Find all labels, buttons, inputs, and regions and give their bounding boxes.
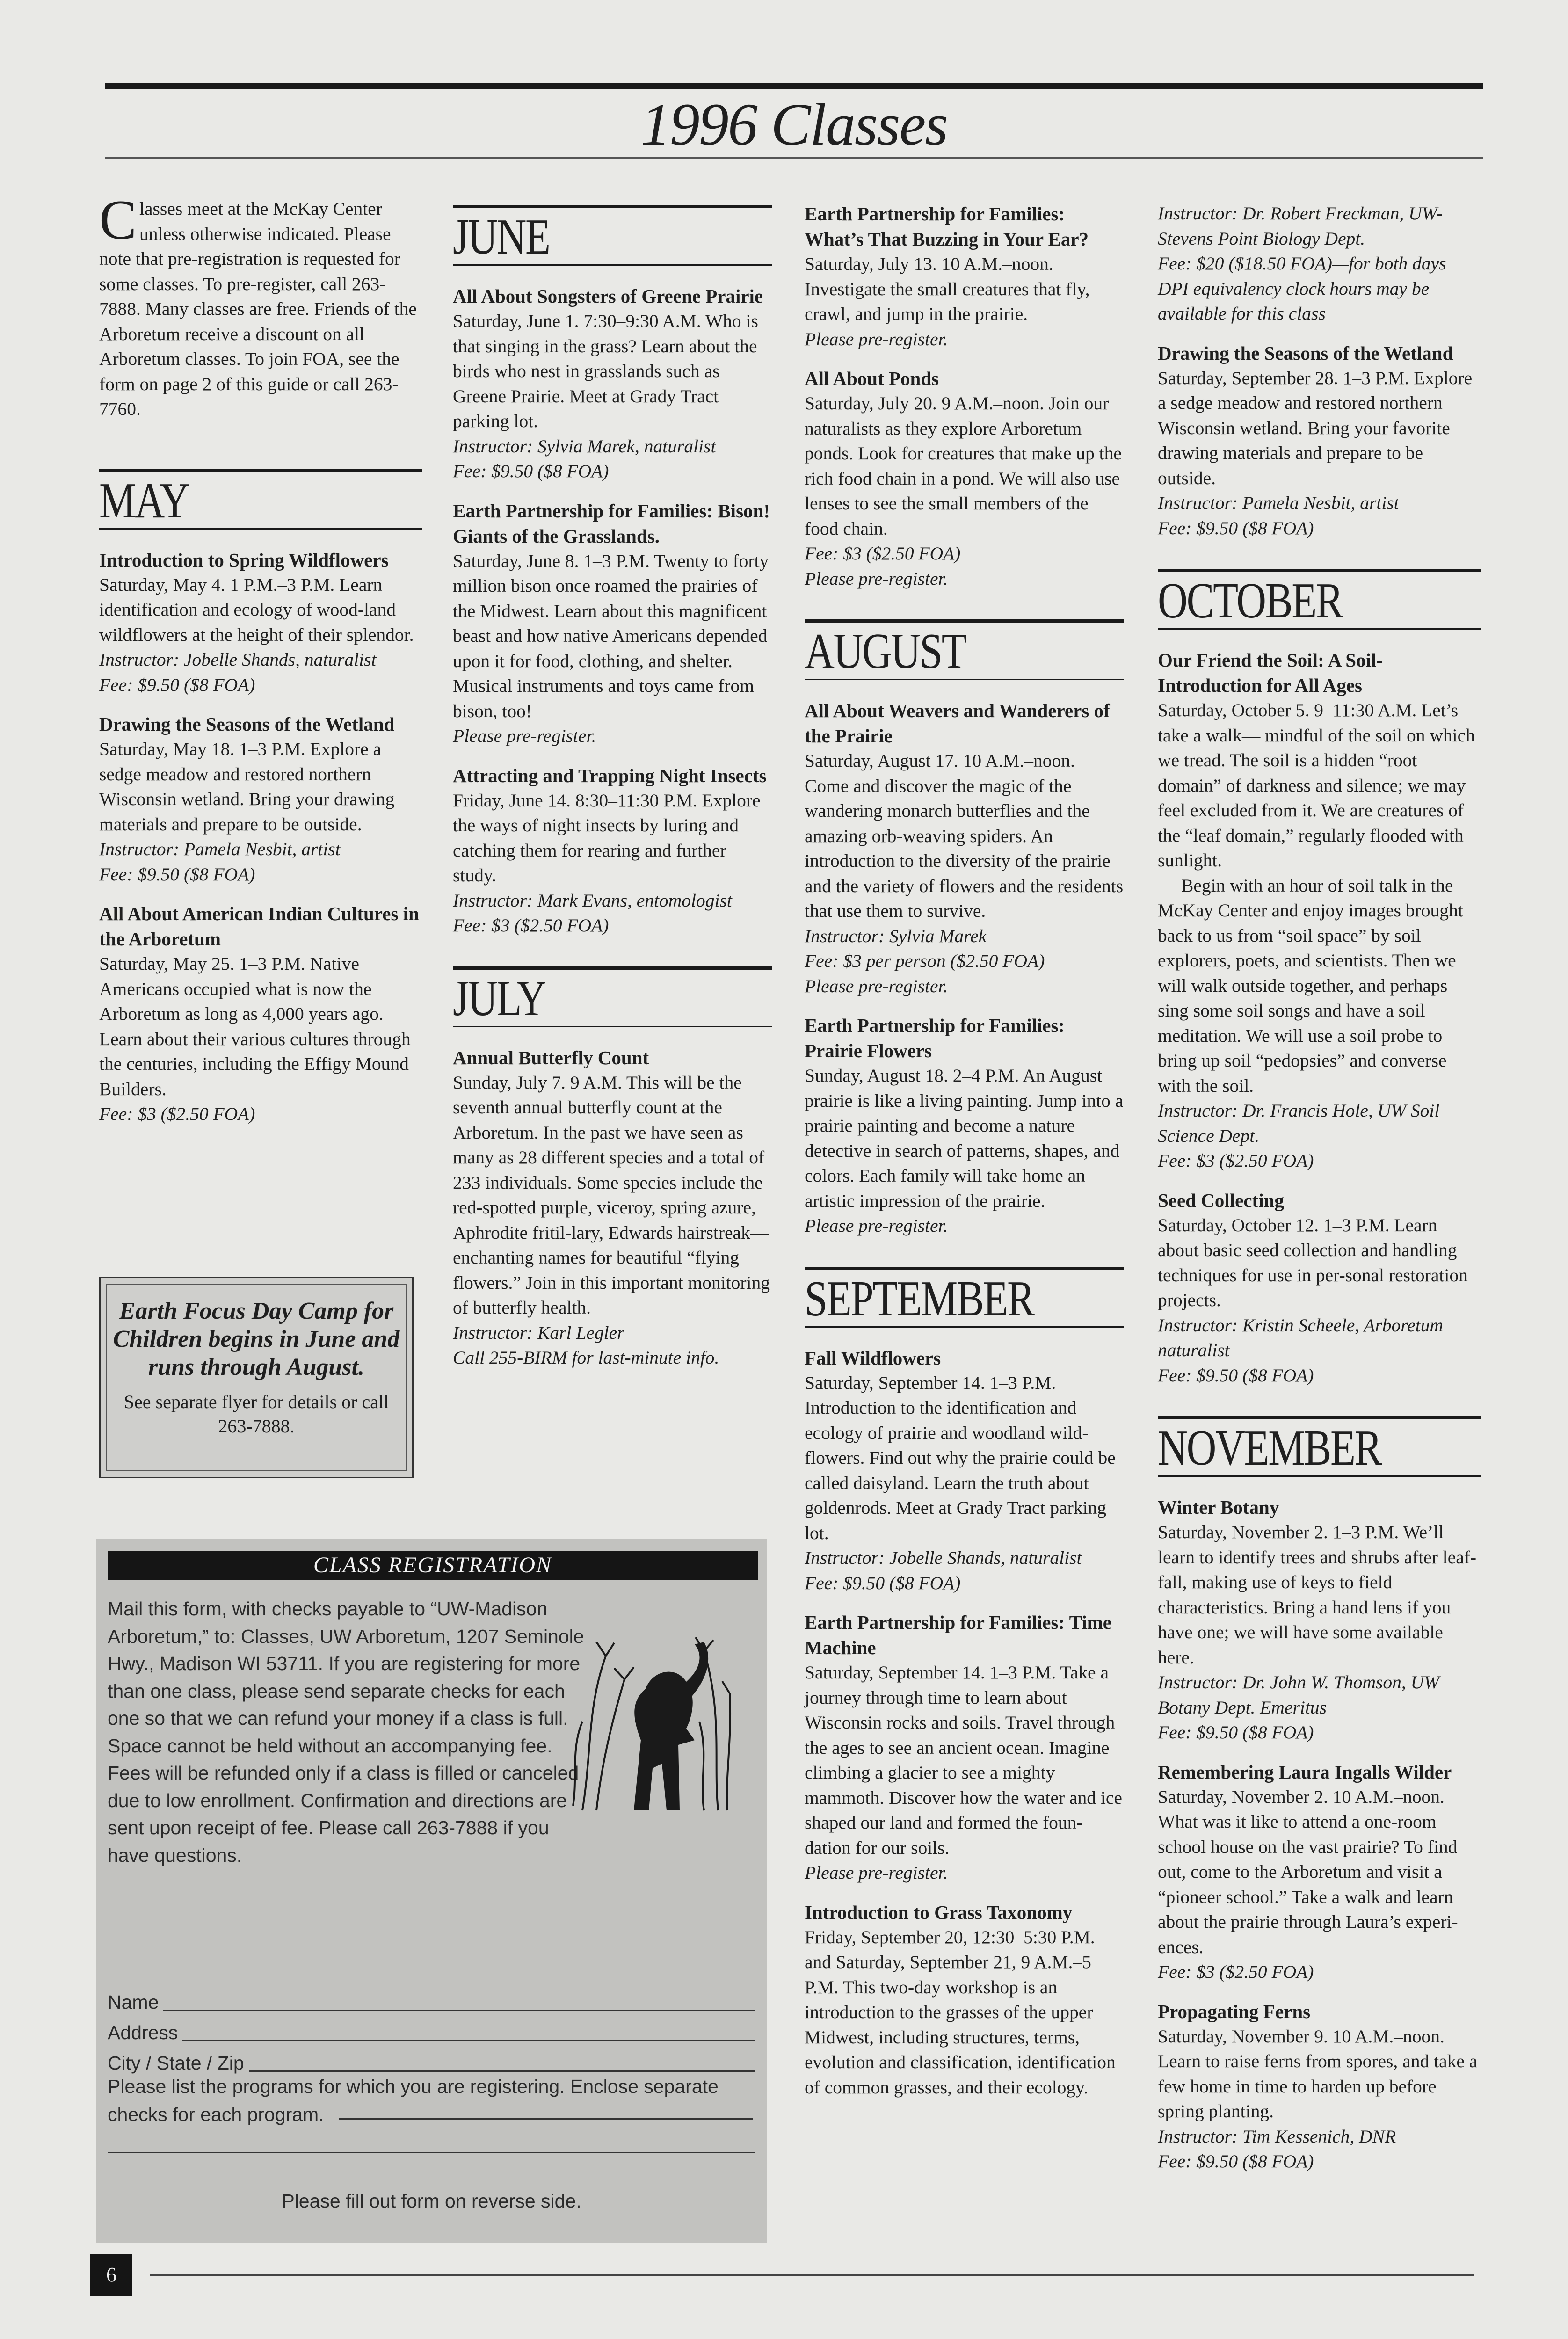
class-listing: Earth Partnership for Families: Time Machine Saturday, September 14. 1–3 P.M. Take a journey through time to learn about Wisconsin rocks and soils. Travel through the ages to see an ancient ocean. Imagine climbing a glacier to see a mighty mammoth. Discover how the water and ice shaped our land and formed the foun-dation for our soils. Please pre-register. (805, 1612, 1122, 1883)
class-listing: Drawing the Seasons of the Wetland Saturday, May 18. 1–3 P.M. Explore a sedge meadow and restored northern Wisconsin wetland. Bring your drawing materials and prepare to be outside. Instructor: Pamela Nesbit, artist Fee: $9.50 ($8 FOA) (99, 713, 395, 885)
class-registration-form (96, 1539, 767, 2243)
class-listing: Remembering Laura Ingalls Wilder Saturday, November 2. 10 A.M.–noon. What was it like to attend a one-room school house on the vast prairie? To find out, come to the Arboretum and visit a “pioneer school.” Take a walk and learn about the prairie through Laura’s experi-ences. Fee: $3 ($2.50 FOA) (1158, 1761, 1458, 1982)
class-listing: Introduction to Spring Wildflowers Saturday, May 4. 1 P.M.–3 P.M. Learn identification and ecology of wood-land wildflowers at the height of their splendor. Instructor: Jobelle Shands, naturalist Fee: $9.50 ($8 FOA) (99, 549, 414, 695)
day-camp-note: See separate flyer for details or call 263-7888. (123, 1391, 389, 1437)
day-camp-box (99, 1277, 414, 1478)
month-heading-september: SEPTEMBER (805, 1267, 1124, 1328)
footer-rule (150, 2274, 1474, 2276)
page-header (105, 92, 1483, 159)
class-listing: Earth Partnership for Families: Bison! Giants of the Grasslands. Saturday, June 8. 1–3 P.M. Twenty to forty million bison once roamed the prairies of the Midwest. Learn about this magnificent beast and how native Americans depended upon it for food, clothing, and shelter. Musical instruments and toys came from bison, too! Please pre-register. (453, 500, 770, 746)
page-number: 6 (90, 2254, 132, 2296)
month-heading-july: JULY (453, 966, 772, 1027)
header-rule (105, 83, 1483, 89)
class-listing: All About Ponds Saturday, July 20. 9 A.M.–noon. Join our naturalists as they explore Arboretum ponds. Look for creatures that make up the rich food chain in a pond. We will also use lenses to see the small members of the food chain. Fee: $3 ($2.50 FOA) Please pre-register. (805, 368, 1122, 589)
class-listing: Seed Collecting Saturday, October 12. 1–3 P.M. Learn about basic seed collection and handling techniques for use in per-sonal restoration projects. Instructor: Kristin Scheele, Arboretum naturalist Fee: $9.50 ($8 FOA) (1158, 1189, 1468, 1386)
class-listing: Attracting and Trapping Night Insects Friday, June 14. 8:30–11:30 P.M. Explore the ways of night insects by luring and catching them for rearing and further study. Instructor: Mark Evans, entomologist Fee: $3 ($2.50 FOA) (453, 764, 767, 936)
day-camp-title: Earth Focus Day Camp for Children begins in June and runs through August. (113, 1298, 400, 1380)
month-heading-june: JUNE (453, 205, 772, 266)
city-state-zip-field[interactable]: City / State / Zip (108, 2049, 755, 2077)
class-listing: Earth Partnership for Families: What’s That Buzzing in Your Ear? Saturday, July 13. 10 A.M.–noon. Investigate the small creatures that fly, crawl, and jump in the prairie. Please pre-register. (805, 203, 1090, 349)
page-title: 1996 Classes (640, 91, 948, 158)
class-listing: All About Songsters of Greene Prairie Saturday, June 1. 7:30–9:30 A.M. Who is that singing in the grass? Learn about the birds who nest in grasslands such as Greene Prairie. Meet at Grady Tract parking lot. Instructor: Sylvia Marek, naturalist Fee: $9.50 ($8 FOA) (453, 285, 763, 481)
class-listing: Winter Botany Saturday, November 2. 1–3 P.M. We’ll learn to identify trees and shrubs after leaf-fall, making use of keys to field characteristics. Bring a hand lens if you have one; we will have some available here. Instructor: Dr. John W. Thomson, UW Botany Dept. Emeritus Fee: $9.50 ($8 FOA) (1158, 1496, 1477, 1743)
column-2 (453, 205, 772, 1385)
address-field[interactable]: Address (108, 2019, 755, 2047)
month-heading-october: OCTOBER (1158, 569, 1481, 630)
name-field[interactable]: Name (108, 1988, 755, 2016)
programs-line-2[interactable] (108, 2152, 755, 2153)
column-1 (99, 189, 422, 1141)
class-listing: Introduction to Grass Taxonomy Friday, September 20, 12:30–5:30 P.M. and Saturday, September 21, 9 A.M.–5 P.M. This two-day workshop is an introduction to the grasses of the upper Midwest, including structures, terms, evolution and classification, identification of common grasses, and their ecology. (805, 1901, 1116, 2098)
column-3 (805, 201, 1124, 2114)
class-listing: Propagating Ferns Saturday, November 9. 10 A.M.–noon. Learn to raise ferns from spores, and take a few home in time to harden up before spring planting. Instructor: Tim Kessenich, DNR Fee: $9.50 ($8 FOA) (1158, 2000, 1478, 2172)
month-heading-may: MAY (99, 469, 422, 530)
programs-line-1[interactable] (339, 2118, 753, 2120)
intro-paragraph: Classes meet at the McKay Center unless otherwise indicated. Please note that pre-registration is requested for some classes. To pre-register, call 263-7888. Many classes are free. Friends of the Arboretum receive a discount on all Arboretum classes. To join FOA, see the form on page 2 of this guide or call 263-7760. (99, 189, 417, 419)
class-listing: Drawing the Seasons of the Wetland Saturday, September 28. 1–3 P.M. Explore a sedge meadow and restored northern Wisconsin wetland. Bring your favorite drawing materials and prepare to be outside. Instructor: Pamela Nesbit, artist Fee: $9.50 ($8 FOA) (1158, 342, 1473, 538)
class-listing: Earth Partnership for Families: Prairie Flowers Sunday, August 18. 2–4 P.M. An August prairie is like a living painting. Jump into a prairie painting and become a nature detective in search of patterns, shapes, and colors. Each family will take home an artistic impression of the prairie. Please pre-register. (805, 1015, 1124, 1236)
class-listing: Annual Butterfly Count Sunday, July 7. 9 A.M. This will be the seventh annual butterfly count at the Arboretum. In the past we have seen as many as 28 different species and a total of 233 individuals. Some species include the red-spotted purple, viceroy, spring azure, Aphrodite fritil-lary, Edwards hairstreak—enchanting names for beautiful “flying flowers.” Join in this important monitoring of butterfly health. Instructor: Karl Legler Call 255-BIRM for last-minute info. (453, 1046, 770, 1368)
month-heading-august: AUGUST (805, 619, 1124, 680)
class-listing-continued: Instructor: Dr. Robert Freckman, UW-Stevens Point Biology Dept. Fee: $20 ($18.50 FOA)—for both days DPI equivalency clock hours may be available for this class (1158, 203, 1446, 324)
class-listing: All About Weavers and Wanderers of the Prairie Saturday, August 17. 10 A.M.–noon. Come and discover the magic of the wandering monarch butterflies and the amazing orb-weaving spiders. An introduction to the diversity of the prairie and the variety of flowers and the residents that use them to survive. Instructor: Sylvia Marek Fee: $3 per person ($2.50 FOA) Please pre-register. (805, 700, 1124, 996)
column-4 (1158, 201, 1481, 2188)
drop-cap: C (99, 189, 137, 251)
registration-title: CLASS REGISTRATION (108, 1551, 758, 1580)
month-heading-november: NOVEMBER (1158, 1416, 1481, 1477)
prairie-illustration (564, 1600, 741, 1815)
programs-instructions: Please list the programs for which you are registering. Enclose separate checks for each program. (108, 2076, 719, 2125)
registration-footer: Please fill out form on reverse side. (282, 2190, 581, 2212)
class-listing: Fall Wildflowers Saturday, September 14. 1–3 P.M. Introduction to the identification and ecology of prairie and woodland wild-flowers. Find out why the prairie could be called daisyland. Learn the truth about goldenrods. Meet at Grady Tract parking lot. Instructor: Jobelle Shands, naturalist Fee: $9.50 ($8 FOA) (805, 1347, 1116, 1593)
registration-instructions: Mail this form, with checks payable to “UW-Madison Arboretum,” to: Classes, UW Arboretum, 1207 Seminole Hwy., Madison WI 53711. If you are registering for more than one class, please send separate checks for each one so that we can refund your money if a class is full. Space cannot be held without an accompanying fee. Fees will be refunded only if a class is filled or canceled due to low enrollment. Confirmation and directions are sent upon receipt of fee. Please call 263-7888 if you have questions. (108, 1598, 584, 1866)
class-listing: Our Friend the Soil: A Soil-Introduction for All Ages Saturday, October 5. 9–11:30 A.M. Let’s take a walk— mindful of the soil on which we tread. The soil is a hidden “root domain” of darkness and silence; we may feel excluded from it. We are creatures of the “leaf domain,” regularly flooded with sunlight. Begin with an hour of soil talk in the McKay Center and enjoy images brought back to us from “soil space” by soil explorers, poets, and scientists. Then we will walk outside together, and perhaps sing some soil songs and have a soil meditation. We will use a soil probe to bring up soil “pedopsies” and converse with the soil. Instructor: Dr. Francis Hole, UW Soil Science Dept. Fee: $3 ($2.50 FOA) (1158, 649, 1475, 1171)
class-listing: All About American Indian Cultures in the Arboretum Saturday, May 25. 1–3 P.M. Native Americans occupied what is now the Arboretum as long as 4,000 years ago. Learn about their various cultures through the centuries, including the Effigy Mound Builders. Fee: $3 ($2.50 FOA) (99, 903, 419, 1124)
